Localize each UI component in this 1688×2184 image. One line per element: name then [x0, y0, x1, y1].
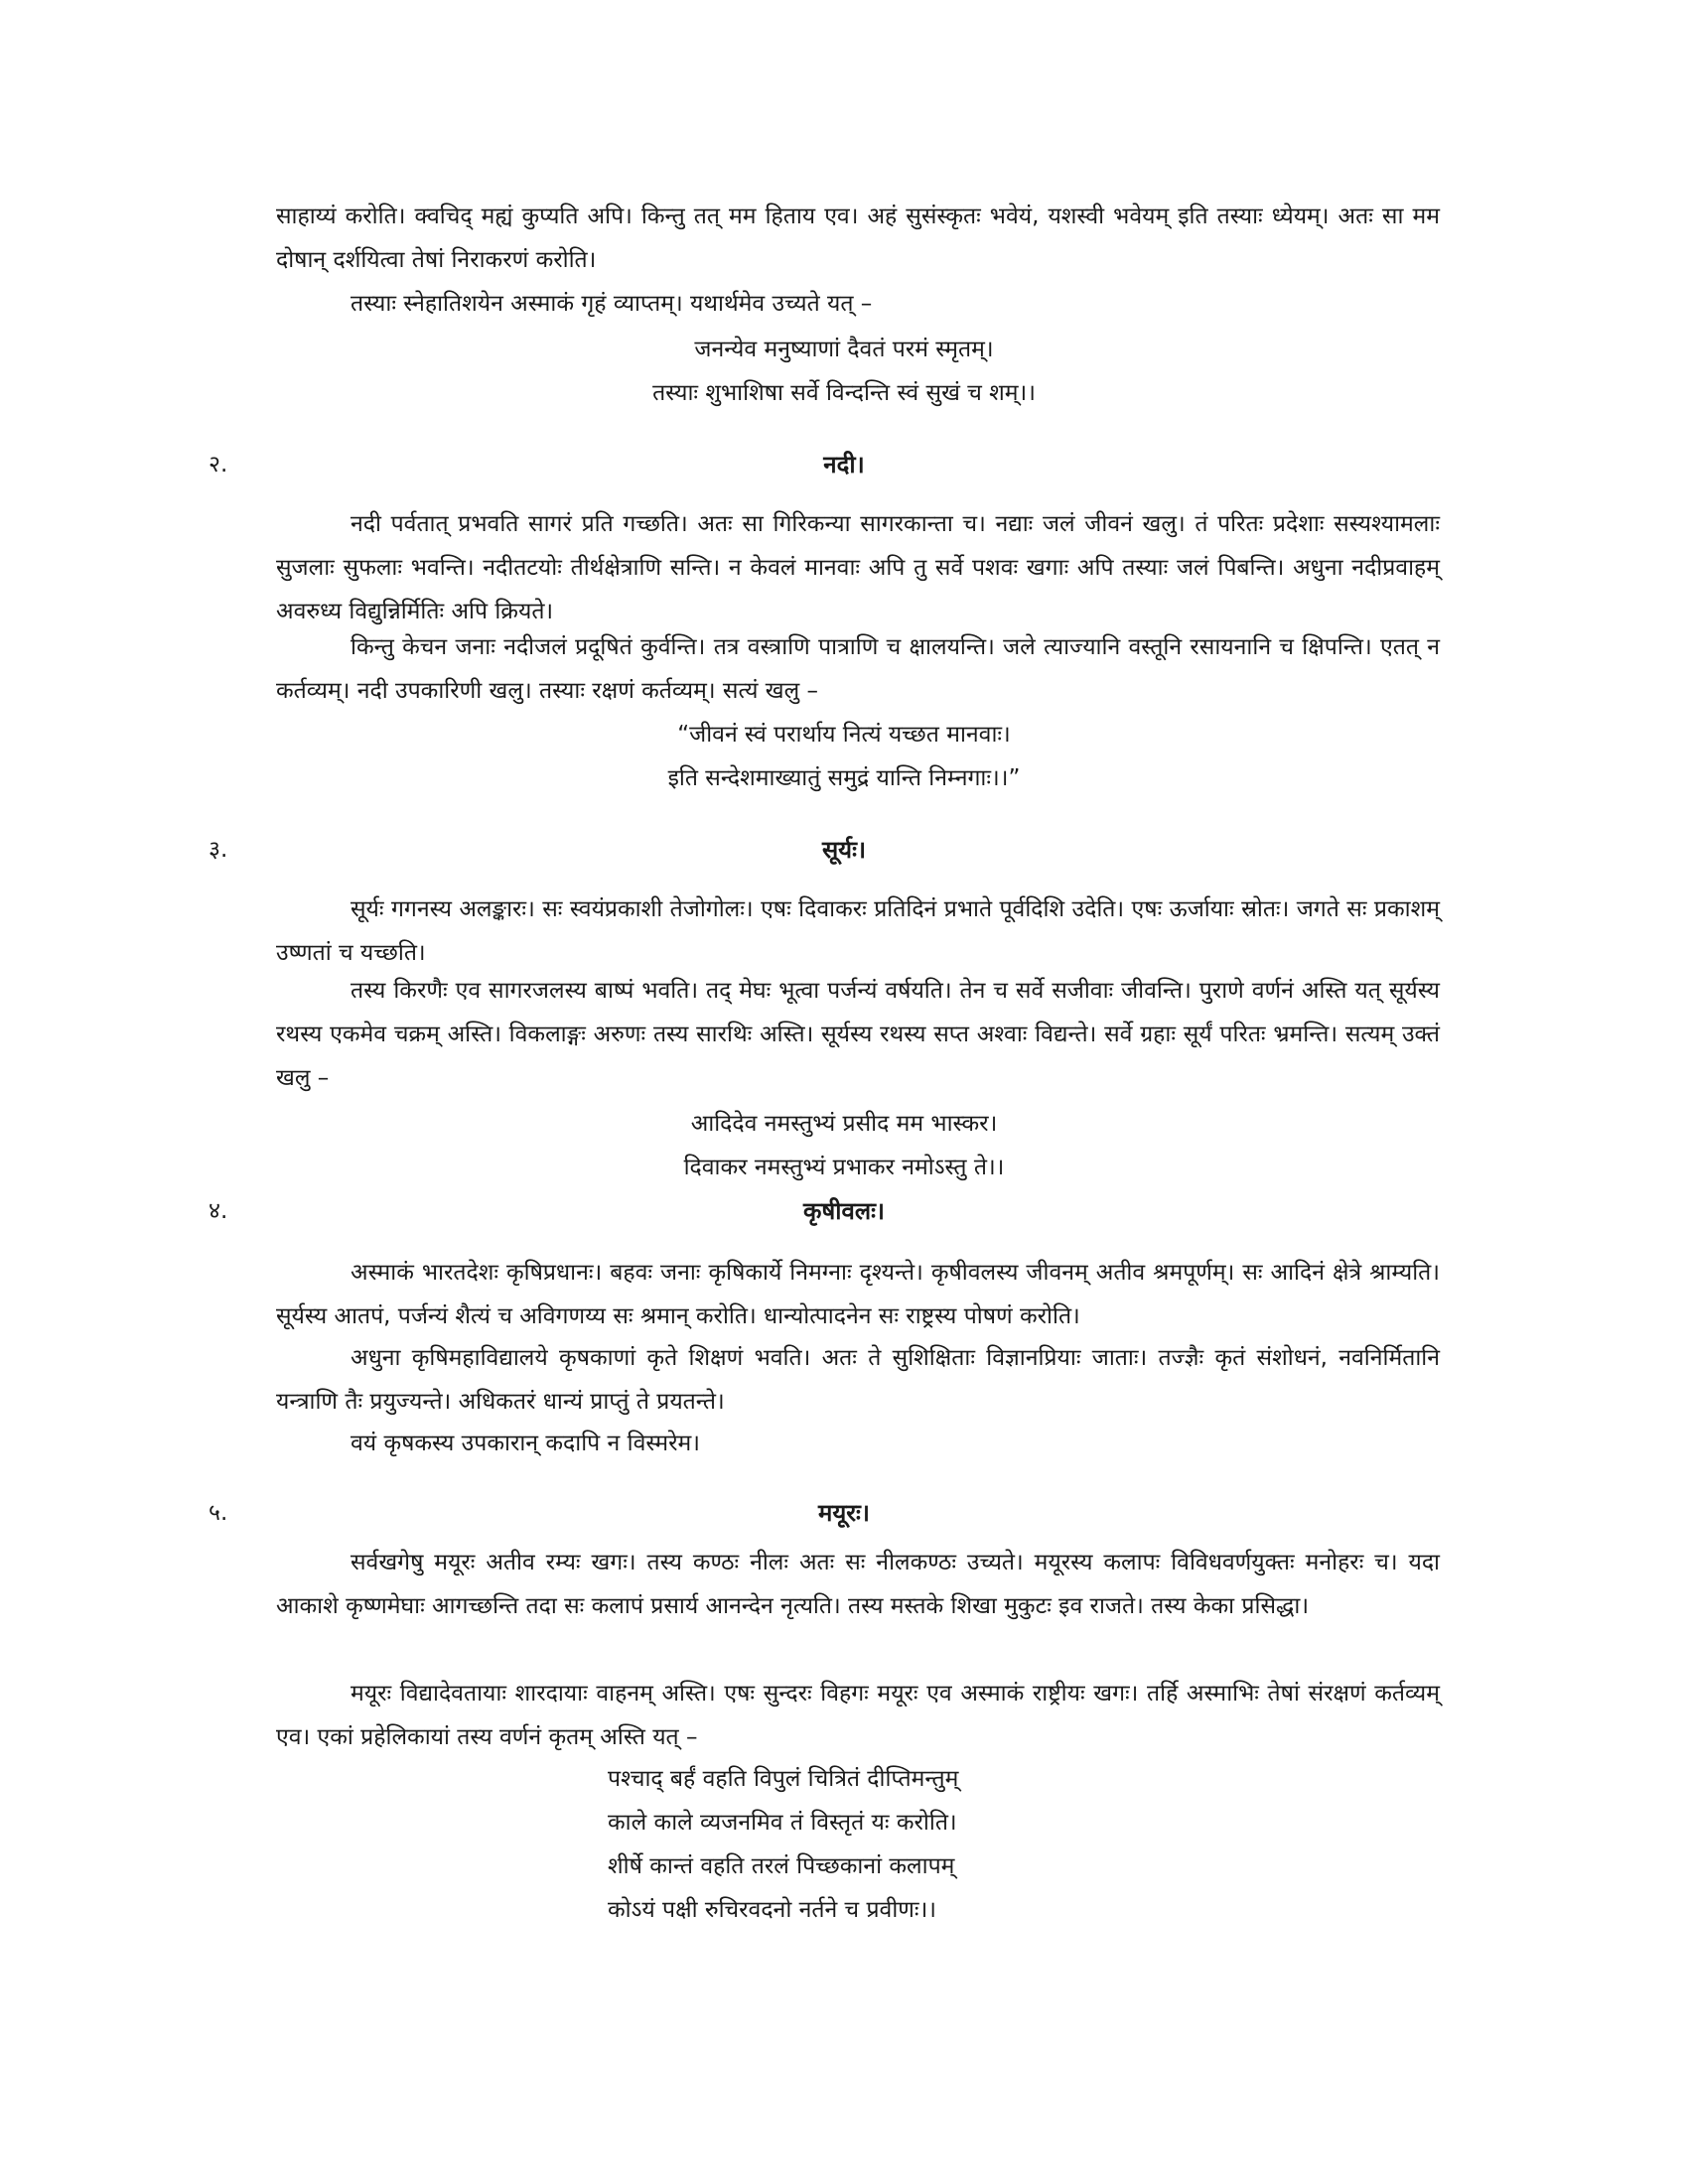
intro-paragraph-1: साहाय्यं करोति। क्वचिद् मह्यं कुप्यति अपि। किन्तु तत् मम हिताय एव। अहं सुसंस्कृतः भवेयं, यशस्वी भवेयम् इति तस्याः ध्येयम्। अतः सा मम दोषान् दर्शयित्वा तेषां निराकरणं करोति। [276, 204, 1440, 273]
section-verse-line: कोऽयं पक्षी रुचिरवदनो नर्तने च प्रवीणः।। [608, 1897, 937, 1923]
section-number: ४. [209, 1198, 228, 1224]
section-verse-line: दिवाकर नमस्तुभ्यं प्रभाकर नमोऽस्तु ते।। [683, 1155, 1005, 1180]
section-paragraph: अस्माकं भारतदेशः कृषिप्रधानः। बहवः जनाः कृषिकार्ये निमग्नाः दृश्यन्ते। कृषीवलस्य जीवनम् अतीव श्रमपूर्णम्। सः आदिनं क्षेत्रे श्राम्यति। सूर्यस्य आतपं, पर्जन्यं शैत्यं च अविगणय्य सः श्रमान् करोति। धान्योत्पादनेन सः राष्ट्रस्य पोषणं करोति। [276, 1260, 1440, 1329]
section-verse-line: “जीवनं स्वं परार्थाय नित्यं यच्छत मानवाः। [677, 722, 1011, 748]
intro-verse-line-2: तस्याः शुभाशिषा सर्वे विन्दन्ति स्वं सुखं च शम्।। [652, 380, 1036, 406]
section-paragraph: नदी पर्वतात् प्रभवति सागरं प्रति गच्छति। अतः सा गिरिकन्या सागरकान्ता च। नद्याः जलं जीवनं खलु। तं परितः प्रदेशाः सस्यश्यामलाः सुजलाः सुफलाः भवन्ति। नदीतटयोः तीर्थक्षेत्राणि सन्ति। न केवलं मानवाः अपि तु सर्वे पशवः खगाः अपि तस्याः जलं पिबन्ति। अधुना नदीप्रवाहम् अवरुध्य विद्युन्निर्मितिः अपि क्रियते। [276, 511, 1440, 624]
section-paragraph: अधुना कृषिमहाविद्यालये कृषकाणां कृते शिक्षणं भवति। अतः ते सुशिक्षिताः विज्ञानप्रियाः जाताः। तज्ज्ञैः कृतं संशोधनं, नवनिर्मितानि यन्त्राणि तैः प्रयुज्यन्ते। अधिकतरं धान्यं प्राप्तुं ते प्रयतन्ते। [276, 1345, 1440, 1415]
riddle-verse-block [608, 1757, 1303, 1932]
section-paragraph: तस्य किरणैः एव सागरजलस्य बाष्पं भवति। तद् मेघः भूत्वा पर्जन्यं वर्षयति। तेन च सर्वे सजीवाः जीवन्ति। पुराणे वर्णनं अस्ति यत् सूर्यस्य रथस्य एकमेव चक्रम् अस्ति। विकलाङ्गः अरुणः तस्य सारथिः अस्ति। सूर्यस्य रथस्य सप्त अश्वाः विद्यन्ते। सर्वे ग्रहाः सूर्यं परितः भ्रमन्ति। सत्यम् उक्तं खलु – [276, 978, 1440, 1091]
intro-verse-line-1: जनन्येव मनुष्याणां दैवतं परमं स्मृतम्। [694, 337, 994, 362]
section-verse-line: पश्चाद् बर्हं वहति विपुलं चित्रितं दीप्तिमन्तुम् [608, 1766, 959, 1792]
section-number: ३. [209, 837, 228, 863]
section-title: मयूरः। [817, 1499, 871, 1527]
section-verse-line: इति सन्देशमाख्यातुं समुद्रं यान्ति निम्नगाः।।” [667, 765, 1021, 791]
section-verse-line: काले काले व्यजनमिव तं विस्तृतं यः करोति। [608, 1810, 957, 1836]
intro-paragraph-2: तस्याः स्नेहातिशयेन अस्माकं गृहं व्याप्तम्। यथार्थमेव उच्यते यत् – [351, 291, 873, 317]
section-title: नदी। [823, 451, 865, 478]
section-verse-line: आदिदेव नमस्तुभ्यं प्रसीद मम भास्कर। [690, 1111, 998, 1137]
section-paragraph: वयं कृषकस्य उपकारान् कदापि न विस्मरेम। [351, 1431, 700, 1456]
section-title: सूर्यः। [821, 836, 867, 864]
section-number: ५. [209, 1500, 228, 1526]
section-title: कृषीवलः। [802, 1197, 886, 1225]
section-paragraph: मयूरः विद्यादेवतायाः शारदायाः वाहनम् अस्ति। एषः सुन्दरः विहगः मयूरः एव अस्माकं राष्ट्रीयः खगः। तर्हि अस्माभिः तेषां संरक्षणं कर्तव्यम् एव। एकां प्रहेलिकायां तस्य वर्णनं कृतम् अस्ति यत् – [276, 1681, 1440, 1750]
section-paragraph: सर्वखगेषु मयूरः अतीव रम्यः खगः। तस्य कण्ठः नीलः अतः सः नीलकण्ठः उच्यते। मयूरस्य कलापः विविधवर्णयुक्तः मनोहरः च। यदा आकाशे कृष्णमेघाः आगच्छन्ति तदा सः कलापं प्रसार्य आनन्देन नृत्यति। तस्य मस्तके शिखा मुकुटः इव राजते। तस्य केका प्रसिद्धा। [276, 1550, 1440, 1619]
section-paragraph: सूर्यः गगनस्य अलङ्कारः। सः स्वयंप्रकाशी तेजोगोलः। एषः दिवाकरः प्रतिदिनं प्रभाते पूर्वदिशि उदेति। एषः ऊर्जायाः स्रोतः। जगते सः प्रकाशम् उष्णतां च यच्छति। [276, 896, 1440, 966]
section-number: २. [209, 452, 228, 478]
section-paragraph: किन्तु केचन जनाः नदीजलं प्रदूषितं कुर्वन्ति। तत्र वस्त्राणि पात्राणि च क्षालयन्ति। जले त्याज्यानि वस्तूनि रसायनानि च क्षिपन्ति। एतत् न कर्तव्यम्। नदी उपकारिणी खलु। तस्याः रक्षणं कर्तव्यम्। सत्यं खलु – [276, 634, 1440, 704]
section-verse-line: शीर्षे कान्तं वहति तरलं पिच्छकानां कलापम् [608, 1853, 955, 1879]
